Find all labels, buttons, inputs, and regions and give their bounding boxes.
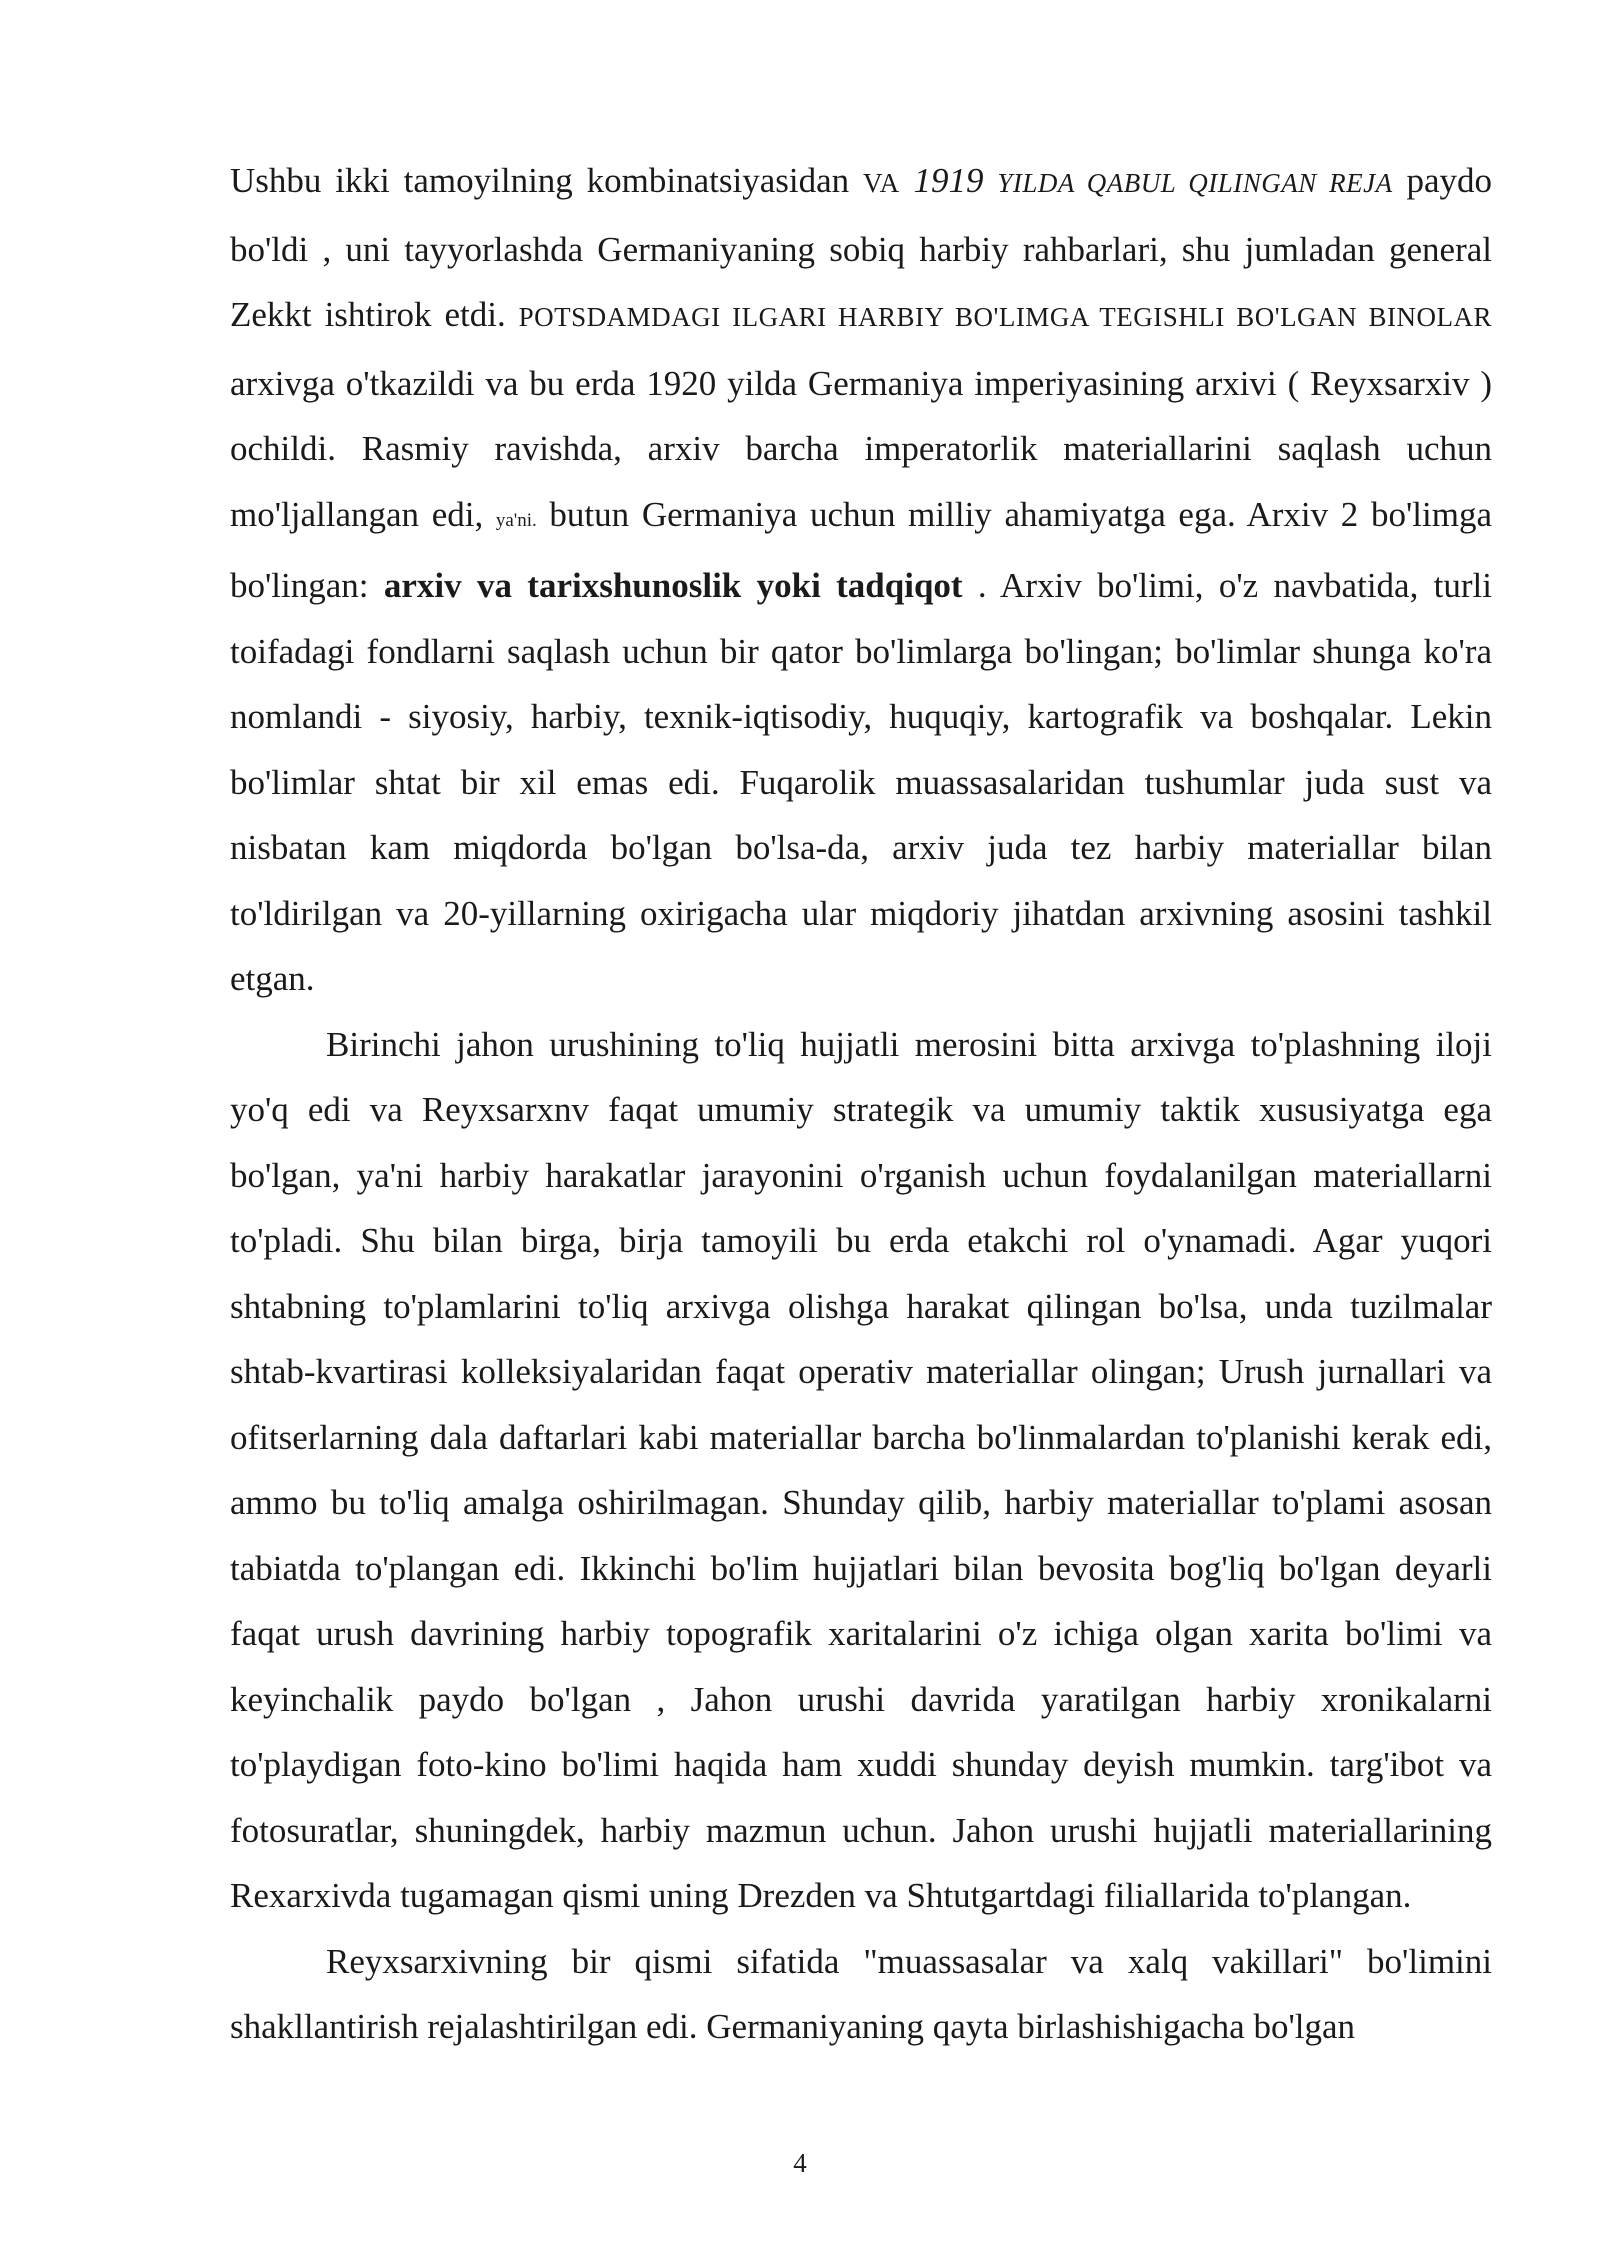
tiny-yani: ya'ni. [495,509,537,531]
bold-departments: arxiv va tarixshunoslik yoki tadqiqot [383,566,963,605]
paragraph-3: Reyxsarxivning bir qismi sifatida "muassasalar va xalq vakillari" bo'limini shakllantirish rejalashtirilgan edi. Germaniyaning qayta birlashishigacha bo'lgan [230,1941,1492,2046]
paragraph-2: Birinchi jahon urushining to'liq hujjatli merosini bitta arxivga to'plashning iloji yo'q edi va Reyxsarxnv faqat umumiy strategik va umumiy taktik xususiyatga ega bo'lgan, ya'ni harbiy harakatlar jarayonini o'rganish uchun foydalanilgan materiallarni to'pladi. Shu bilan birga, birja tamoyili bu erda etakchi rol o'ynamadi. Agar yuqori shtabning to'plamlarini to'liq arxivga olishga harakat qilingan bo'lsa, unda tuzilmalar shtab-kvartirasi kolleksiyalaridan faqat operativ materiallar olingan; Urush jurnallari va ofitserlarning dala daftarlari kabi materiallar barcha bo'linmalardan to'planishi kerak edi, ammo bu to'liq amalga oshirilmagan. Shunday qilib, harbiy materiallar to'plami asosan tabiatda to'plangan edi. Ikkinchi bo'lim hujjatlari bilan bevosita bog'liq bo'lgan deyarli faqat urush davrining harbiy topografik xaritalarini o'z ichiga olgan xarita bo'limi va keyinchalik paydo bo'lgan , Jahon urushi davrida yaratilgan harbiy xronikalarni to'playdigan foto-kino bo'limi haqida ham xuddi shunday deyish mumkin. targ'ibot va fotosuratlar, shuningdek, harbiy mazmun uchun. Jahon urushi hujjatli materiallarining Rexarxivda tugamagan qismi uning Drezden va Shtutgartdagi filiallarida to'plangan. [230,1024,1492,1915]
paragraph-1 [230,148,1492,1012]
page-number: 4 [793,2148,807,2178]
smallcaps-va: VA [863,168,900,198]
paragraph-1-text-3: arxivga o'tkazildi va bu erda 1920 yilda Germaniya imperiyasining arxivi ( Reyxsarxiv ) ochildi. Rasmiy ravishda, arxiv barcha imperatorlik materiallarini saqlash uchun mo'ljallangan edi, [230,363,1492,534]
paragraph-1-text-1: Ushbu ikki tamoyilning kombinatsiyasidan [230,161,864,200]
paragraph-1-text-4: butun Germaniya uchun milliy ahamiyatga ega. Arxiv 2 bo'limga bo'lingan: [230,494,1492,605]
smallcaps-buildings: POTSDAMDAGI ILGARI HARBIY BO'LIMGA TEGISHLI BO'LGAN BINOLAR [518,302,1492,332]
paragraph-1-text-2: paydo bo'ldi , uni tayyorlashda Germaniyaning sobiq harbiy rahbarlari, shu jumladan general Zekkt ishtirok etdi. [230,161,1493,334]
italic-year: 1919 [913,161,984,200]
paragraph-1-text-5: . Arxiv bo'limi, o'z navbatida, turli toifadagi fondlarni saqlash uchun bir qator bo'limlarga bo'lingan; bo'limlar shunga ko'ra nomlandi - siyosiy, harbiy, texnik-iqtisodiy, huquqiy, kartografik va boshqalar. Lekin bo'limlar shtat bir xil emas edi. Fuqarolik muassasalaridan tushumlar juda sust va nisbatan kam miqdorda bo'lgan bo'lsa-da, arxiv juda tez harbiy materiallar bilan to'ldirilgan va 20-yillarning oxirigacha ular miqdoriy jihatdan arxivning asosini tashkil etgan. [230,566,1492,998]
smallcaps-plan-title: YILDA QABUL QILINGAN REJA [997,168,1393,198]
body-text [230,148,1492,2060]
